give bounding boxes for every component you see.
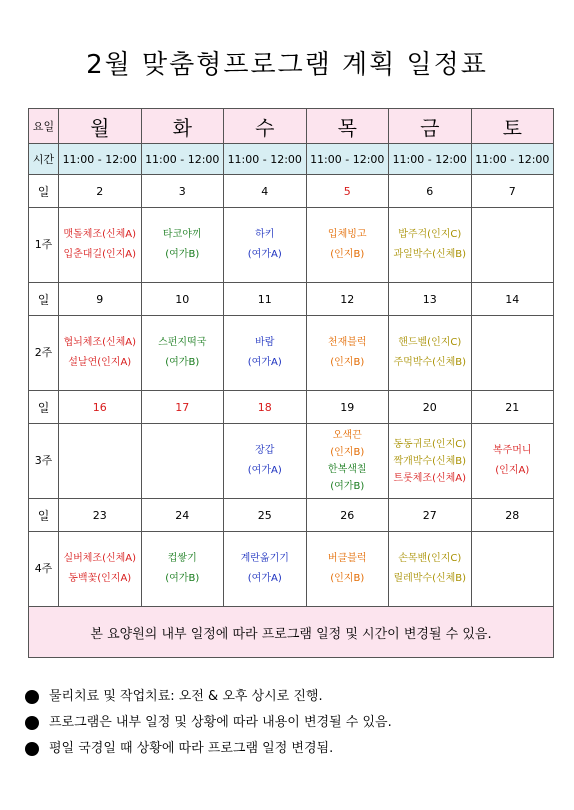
time-cell: 11:00 - 12:00 [389,144,472,175]
date-row-label: 일 [29,283,59,316]
week-label: 2주 [29,316,59,391]
date-cell: 26 [306,499,389,532]
program-line: (여가A) [247,357,282,368]
weekday-label: 요일 [29,109,59,144]
date-cell: 25 [224,499,307,532]
date-cell: 2 [59,175,142,208]
program-cell [59,532,142,607]
bullet-icon [25,742,39,756]
date-cell: 21 [471,391,554,424]
date-cell: 5 [306,175,389,208]
program-cell [389,316,472,391]
program-line: 짝개박수(신체B) [393,455,467,467]
page-title: 2월 맞춤형프로그램 계획 일정표 [86,50,488,80]
time-cell: 11:00 - 12:00 [59,144,142,175]
program-line: (여가B) [165,573,200,584]
weekday-wed: 수 [224,109,307,144]
program-line: 입춘대길(인지A) [63,249,137,260]
date-cell: 13 [389,283,472,316]
date-cell: 14 [471,283,554,316]
program-line: (여가A) [247,249,282,260]
program-line: 복주머니 [492,445,532,456]
date-cell: 12 [306,283,389,316]
program-line: 바람 [255,337,275,348]
week-label: 4주 [29,532,59,607]
program-line: (인지B) [330,357,365,368]
weekday-sat: 토 [471,109,554,144]
program-cell [141,316,224,391]
program-cell [224,208,307,283]
program-cell [471,316,554,391]
weekday-tue: 화 [141,109,224,144]
program-line: 협뇌체조(신체A) [63,337,137,348]
program-line: 하키 [255,229,275,240]
program-line: 트롯체조(신체A) [393,472,467,484]
program-line: (여가B) [165,249,200,260]
program-cell [141,208,224,283]
program-cell [306,208,389,283]
date-cell: 28 [471,499,554,532]
program-line: (여가A) [247,573,282,584]
date-cell: 3 [141,175,224,208]
program-cell [224,532,307,607]
program-cell [306,316,389,391]
weekday-thu: 목 [306,109,389,144]
program-cell [59,424,142,499]
program-row [29,532,554,607]
program-line: 핸드벨(인지C) [398,337,462,348]
program-line: 맷돌체조(신체A) [63,229,137,240]
time-row [29,144,554,175]
program-line: 동동귀로(인지C) [393,438,467,450]
program-cell [141,424,224,499]
date-cell: 10 [141,283,224,316]
program-line: (여가B) [165,357,200,368]
bullet-notes [25,684,555,762]
bullet-icon [25,690,39,704]
program-line: 버클블럭 [327,553,367,564]
program-row [29,208,554,283]
program-cell [389,424,472,499]
program-line: 동백꽃(인지A) [68,573,132,584]
note-item [25,736,555,762]
program-line: 타코야끼 [162,229,202,240]
program-cell [471,424,554,499]
program-line: 오색끈 [332,430,362,441]
program-line: 설날연(인지A) [68,357,132,368]
schedule-table [28,108,554,658]
date-cell: 18 [224,391,307,424]
time-cell: 11:00 - 12:00 [224,144,307,175]
date-row [29,499,554,532]
program-line: (인지A) [495,465,530,476]
program-cell [306,532,389,607]
date-row-label: 일 [29,391,59,424]
date-cell: 7 [471,175,554,208]
program-line: 한복색칠 [327,464,367,475]
date-cell: 4 [224,175,307,208]
program-cell [59,208,142,283]
time-cell: 11:00 - 12:00 [141,144,224,175]
program-cell [471,532,554,607]
date-cell: 20 [389,391,472,424]
date-row-label: 일 [29,175,59,208]
program-cell [389,532,472,607]
program-line: (여가A) [247,465,282,476]
date-cell: 27 [389,499,472,532]
program-line: 과일박수(신체B) [393,249,467,260]
date-cell: 11 [224,283,307,316]
program-row [29,424,554,499]
program-line: (인지B) [330,249,365,260]
time-cell: 11:00 - 12:00 [306,144,389,175]
program-cell [389,208,472,283]
date-cell: 23 [59,499,142,532]
program-line: 컵쌓기 [167,553,197,564]
program-line: 천재블럭 [327,337,367,348]
program-line: 릴레박수(신체B) [393,573,467,584]
date-row-label: 일 [29,499,59,532]
table-note: 본 요양원의 내부 일정에 따라 프로그램 일정 및 시간이 변경될 수 있음. [29,607,554,658]
program-cell [59,316,142,391]
program-line: 입체빙고 [327,229,367,240]
program-line: 밥주걱(인지C) [398,229,462,240]
program-line: (여가B) [330,481,365,492]
program-row [29,316,554,391]
program-line: 스펀지떡국 [158,337,207,348]
note-text: 평일 국경일 때 상황에 따라 프로그램 일정 변경됨. [49,741,334,756]
date-row [29,391,554,424]
program-line: 장갑 [255,445,275,456]
date-row [29,283,554,316]
program-line: 계란옮기기 [240,553,289,564]
program-line: (인지B) [330,447,365,458]
time-label: 시간 [29,144,59,175]
program-line: 실버체조(신체A) [63,553,137,564]
program-line: (인지B) [330,573,365,584]
date-row [29,175,554,208]
program-cell [471,208,554,283]
date-cell: 16 [59,391,142,424]
note-item [25,710,555,736]
date-cell: 24 [141,499,224,532]
weekday-header-row [29,109,554,144]
date-cell: 19 [306,391,389,424]
bullet-icon [25,716,39,730]
date-cell: 9 [59,283,142,316]
weekday-mon: 월 [59,109,142,144]
date-cell: 6 [389,175,472,208]
program-cell [306,424,389,499]
program-cell [224,316,307,391]
date-cell: 17 [141,391,224,424]
program-cell [141,532,224,607]
note-item [25,684,555,710]
week-label: 1주 [29,208,59,283]
note-text: 프로그램은 내부 일정 및 상황에 따라 내용이 변경될 수 있음. [49,715,392,730]
program-line: 손목밴(인지C) [398,553,462,564]
note-text: 물리치료 및 작업치료: 오전 & 오후 상시로 진행. [49,689,323,704]
time-cell: 11:00 - 12:00 [471,144,554,175]
program-line: 주먹박수(신체B) [393,357,467,368]
weekday-fri: 금 [389,109,472,144]
week-label: 3주 [29,424,59,499]
program-cell [224,424,307,499]
table-note-row [29,607,554,658]
